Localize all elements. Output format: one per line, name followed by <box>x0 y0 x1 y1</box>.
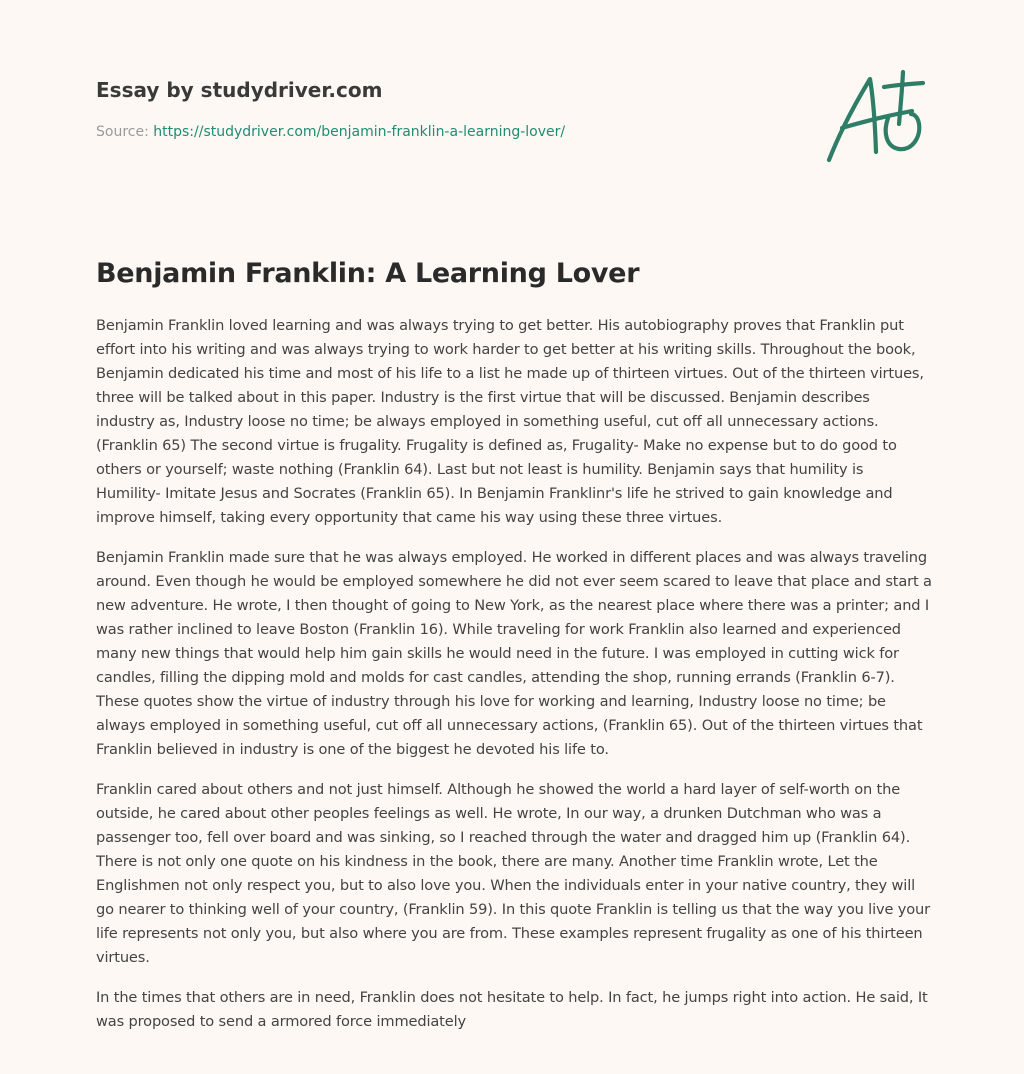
a-plus-grade-icon <box>820 66 930 166</box>
essay-paragraph: Franklin cared about others and not just himself. Although he showed the world a hard layer of self-worth on the outside, he cared about other peoples feelings as well. He wrote, In our way, a drunken Dutchman who was a passenger too, fell over board and was sinking, so I reached through the water and dragged him up (Franklin 64). There is not only one quote on his kindness in the book, there are many. Another time Franklin wrote, Let the Englishmen not only respect you, but to also love you. When the individuals enter in your native country, they will go nearer to thinking well of your country, (Franklin 59). In this quote Franklin is telling us that the way you live your life represents not only you, but also where you are from. These examples represent frugality as one of his thirteen virtues. <box>96 781 931 966</box>
essay-paragraph: In the times that others are in need, Franklin does not hesitate to help. In fact, he jumps right into action. He said, It was proposed to send a armored force immediately <box>96 989 928 1030</box>
page-header <box>96 76 796 142</box>
essay-paragraph: Benjamin Franklin made sure that he was always employed. He worked in different places and was always traveling around. Even though he would be employed somewhere he did not ever seem scared to leave that place and start a new adventure. He wrote, I then thought of going to New York, as the nearest place where there was a printer; and I was rather inclined to leave Boston (Franklin 16). While traveling for work Franklin also learned and experienced many new things that would help him gain skills he would need in the future. I was employed in cutting wick for candles, filling the dipping mold and molds for cast candles, attending the shop, running errands (Franklin 6-7). These quotes show the virtue of industry through his love for working and learning, Industry loose no time; be always employed in something useful, cut off all unnecessary actions, (Franklin 65). Out of the thirteen virtues that Franklin believed in industry is one of the biggest he devoted his life to. <box>96 549 932 758</box>
essay-paragraph: Benjamin Franklin loved learning and was always trying to get better. His autobiography proves that Franklin put effort into his writing and was always trying to work harder to get better at his writing skills. Throughout the book, Benjamin dedicated his time and most of his life to a list he made up of thirteen virtues. Out of the thirteen virtues, three will be talked about in this paper. Industry is the first virtue that will be discussed. Benjamin describes industry as, Industry loose no time; be always employed in something useful, cut off all unnecessary actions. (Franklin 65) The second virtue is frugality. Frugality is defined as, Frugality- Make no expense but to do good to others or yourself; waste nothing (Franklin 64). Last but not least is humility. Benjamin says that humility is Humility- Imitate Jesus and Socrates (Franklin 65). In Benjamin Franklinr's life he strived to gain knowledge and improve himself, taking every opportunity that came his way using these three virtues. <box>96 317 924 526</box>
essay-body <box>96 314 932 1050</box>
essay-title: Benjamin Franklin: A Learning Lover <box>96 258 640 289</box>
source-link[interactable]: https://studydriver.com/benjamin-franklin-a-learning-lover/ <box>153 124 566 140</box>
source-label: Source: <box>96 124 154 140</box>
source-line <box>96 122 796 142</box>
site-title: Essay by studydriver.com <box>96 78 383 102</box>
